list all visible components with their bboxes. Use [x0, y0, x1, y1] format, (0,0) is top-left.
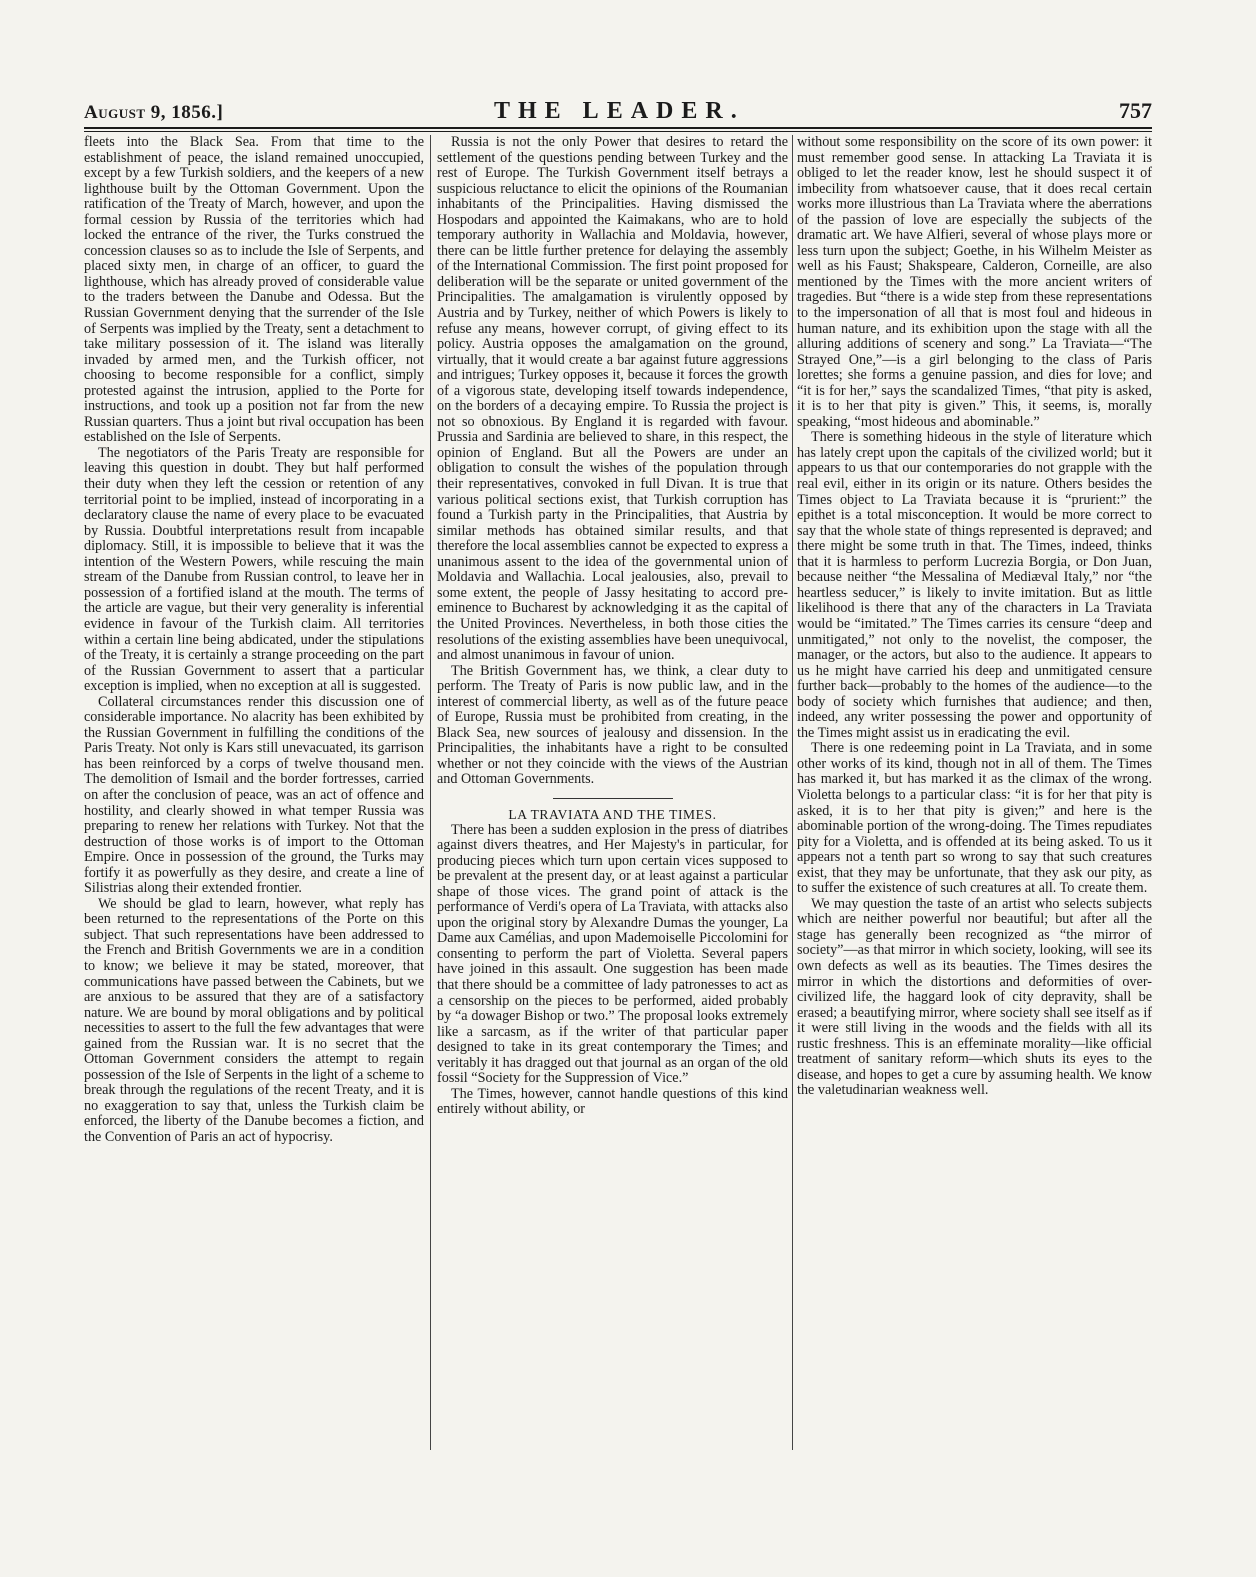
issue-date: August 9, 1856.]: [84, 102, 224, 123]
paragraph: We may question the taste of an artist who selects subjects which are neither powerful nor beautiful; but after all the stage has generally been recognized as “the mirror of society”—as that mirror in which society, looking, will see its own defects as well as its beauties. The Times desires the mirror in which the distortions and deformities of over-civilized life, the haggard look of city depravity, shall be erased; a beautifying mirror, where society shall see itself as if it were still living in the woods and the fields with all its rustic freshness. This is an effeminate morality—like official treatment of sanitary reform—which shuts its eyes to the disease, and hopes to get a cure by assuming health. We know the valetudinarian weakness well.: [797, 895, 1152, 1099]
section-divider: [553, 798, 673, 799]
column-divider: [792, 135, 793, 1450]
paragraph: fleets into the Black Sea. From that time to the establishment of peace, the island remained unoccupied, except by a few Turkish soldiers, and the keepers of a new lighthouse built by the Ottoman Government. Upon the ratification of the Treaty of March, however, and upon the formal cession by Russia of the territories which had locked the entrance of the river, the Turks construed the concession clauses so as to include the Isle of Serpents, and placed sixty men, in charge of an officer, to guard the lighthouse, which has already proved of considerable value to the traders between the Danube and Odessa. But the Russian Government denying that the surrender of the Isle of Serpents was implied by the Treaty, sent a detachment to take military possession of it. The island was literally invaded by armed men, and the Turkish officer, not choosing to become responsible for a conflict, simply protested against the intrusion, applied to the Porte for instructions, and took up a position not far from the new Russian quarters. Thus a joint but rival occupation has been established on the Isle of Serpents.: [84, 135, 424, 446]
paragraph: There is one redeeming point in La Traviata, and in some other works of its kind, though not in all of them. The Times has marked it, but has marked it as the climax of the wrong. Violetta belongs to a particular class: “it is for her that pity is asked, it is to her that pity is given;” and here is the abominable portion of the wrong-doing. The Times repudiates pity for a Violetta, and is offended at its being asked. To us it appears not a tenth part so wrong to say that such creatures exist, that they may be unfortunate, that they ask our pity, as to suffer the existence of such creatures at all. To create them.: [797, 740, 1152, 897]
paragraph: There has been a sudden explosion in the press of diatribes against divers theatres, and Her Majesty's in particular, for producing pieces which turn upon certain vices supposed to be prevalent at the present day, or at least against a particular shape of those vices. The grand point of attack is the performance of Verdi's opera of La Traviata, with attacks also upon the original story by Alexandre Dumas the younger, La Dame aux Camélias, and upon Mademoiselle Piccolomini for consenting to perform the part of Violetta. Several papers have joined in this assault. One suggestion has been made that there should be a committee of lady patronesses to act as a censorship on the pieces to be performed, aided probably by “a dowager Bishop or two.” The proposal looks extremely like a sarcasm, as if the writer of that particular paper designed to take in its great contemporary the Times; and veritably it has dragged out that journal as an organ of the old fossil “Society for the Suppression of Vice.”: [437, 821, 788, 1087]
paragraph: There is something hideous in the style of literature which has lately crept upon the capitals of the civilized world; but it appears to us that our contemporaries do not grapple with the real evil, either in its origin or its nature. Others besides the Times object to La Traviata because it is “prurient:” the epithet is a total misconception. It would be more correct to say that the whole state of things represented is depraved; and there might be some truth in that. The Times, indeed, thinks that it is harmless to perform Lucrezia Borgia, or Don Juan, because neither “the Messalina of Mediæval Italy,” nor “the heartless seducer,” is likely to invite imitation. But as little likelihood is there that any of the characters in La Traviata would be “imitated.” The Times carries its censure “deep and unmitigated,” not only to the novelist, the composer, the manager, or the actors, but also to the audience. It appears to us he might have carried his deep and unmitigated censure further back—probably to the homes of the audience—to the body of society which furnishes that audience; and then, indeed, any writer possessing the power and opportunity of the Times might assist us in eradicating the evil.: [797, 429, 1152, 741]
paragraph: The negotiators of the Paris Treaty are responsible for leaving this question in doubt. They but half performed their duty when they left the cession or retention of any territorial point to be implied, instead of incorporating in a declaratory clause the name of every place to be evacuated by Russia. Doubtful interpretations result from incapable diplomacy. Still, it is impossible to believe that it was the intention of the Western Powers, while rescuing the main stream of the Danube from Russian control, to leave her in possession of a fortified island at the mouth. The terms of the article are vague, but their very generality is inferential evidence in favour of the Turkish claim. All territories within a certain line being abdicated, under the stipulations of the Treaty, it is certainly a strange proceeding on the part of the Russian Government to assert that a particular exception is implied, when no exception at all is suggested.: [84, 444, 424, 695]
paragraph: without some responsibility on the score of its own power: it must remember good sense. In attacking La Traviata it is obliged to let the reader know, lest he should suspect it of imbecility from whatsoever cause, that it does recal certain works more illustrious than La Traviata where the aberrations of the passion of love are especially the subjects of the dramatic art. We have Alfieri, several of whose plays more or less turn upon the subject; Goethe, in his Wilhelm Meister as well as his Faust; Shakspeare, Calderon, Corneille, are also mentioned by the Times with the more ancient writers of tragedies. But “there is a wide step from these representations to the impersonation of all that is most foul and hideous in human nature, and its exhibition upon the stage with all the alluring additions of scenery and song.” La Traviata—“The Strayed One,”—is a girl belonging to the class of Paris lorettes; she forms a genuine passion, and dies for love; and “it is for her,” says the scandalized Times, “that pity is asked, it is to her that pity is given.” This, it seems, is, morally speaking, “most hideous and abominable.”: [797, 135, 1152, 430]
paragraph: We should be glad to learn, however, what reply has been returned to the representations of the Porte on this subject. That such representations have been addressed to the French and British Governments we are in a condition to know; we believe it may be stated, moreover, that communications have passed between the Cabinets, but we are anxious to be assured that they are of a satisfactory nature. We are bound by moral obligations and by political necessities to assert to the full the few advantages that were gained from the Russian war. It is no secret that the Ottoman Government considers the attempt to regain possession of the Isle of Serpents in the light of a scheme to break through the regulations of the recent Treaty, and it is no exaggeration to say that, unless the Turkish claim be enforced, the liberty of the Danube becomes a fiction, and the Convention of Paris an act of hypocrisy.: [84, 895, 424, 1145]
article-heading: LA TRAVIATA AND THE TIMES.: [508, 806, 717, 822]
column-3: [797, 135, 1152, 1450]
header-rule-thin: [84, 131, 1152, 132]
page-number: 757: [1119, 98, 1152, 123]
paragraph: The British Government has, we think, a clear duty to perform. The Treaty of Paris is now public law, and in the interest of commercial liberty, as well as of the future peace of Europe, Russia must be prohibited from creating, in the Black Sea, new sources of jealousy and dissension. In the Principalities, the inhabitants have a right to be consulted whether or not they coincide with the views of the Austrian and Ottoman Governments.: [437, 662, 788, 788]
paragraph: The Times, however, cannot handle questions of this kind entirely without ability, or: [437, 1085, 788, 1118]
paragraph: Collateral circumstances render this discussion one of considerable importance. No alacrity has been exhibited by the Russian Government in fulfilling the conditions of the Paris Treaty. Not only is Kars still unevacuated, its garrison has been reinforced by a corps of twelve thousand men. The demolition of Ismail and the border fortresses, carried on after the conclusion of peace, was an act of offence and hostility, and clearly showed in what temper Russia was preparing to renew her relations with Turkey. Not that the destruction of those works is of import to the Ottoman Empire. Once in possession of the ground, the Turks may fortify it as powerfully as they desire, and create a line of Silistrias along their extended frontier.: [84, 693, 424, 897]
paragraph: Russia is not the only Power that desires to retard the settlement of the questions pending between Turkey and the rest of Europe. The Turkish Government itself betrays a suspicious reluctance to elicit the opinions of the Roumanian inhabitants of the Principalities. Having dismissed the Hospodars and appointed the Kaimakans, who are to hold temporary authority in Wallachia and Moldavia, however, there can be little further pretence for delaying the assembly of the International Commission. The first point proposed for deliberation will be the separate or united government of the Principalities. The amalgamation is virulently opposed by Austria and by Turkey, neither of which Powers is likely to refuse any means, however corrupt, of giving effect to its policy. Austria opposes the amalgamation on the ground, virtually, that it would create a bar against future aggressions and intrigues; Turkey opposes it, because it forces the growth of a vigorous state, developing itself towards independence, on the borders of a decaying empire. To Russia the project is not so obnoxious. By England it is regarded with favour. Prussia and Sardinia are believed to share, in this respect, the opinion of England. But all the Powers are under an obligation to consult the wishes of the population through their representatives, convoked in full Divan. It is true that various political sections exist, that Turkish corruption has found a Turkish party in the Principalities, that Austria by similar methods has obtained similar results, and that therefore the local assemblies cannot be expected to express a unanimous assent to the idea of the governmental union of Moldavia and Wallachia. Local jealousies, also, prevail to some extent, the people of Jassy hesitating to accord pre-eminence to Bucharest by acknowledging it as the capital of the United Provinces. Nevertheless, in both those cities the resolutions of the existing assemblies have been unequivocal, and almost unanimous in favour of union.: [437, 135, 788, 664]
masthead-title: THE LEADER.: [494, 98, 745, 124]
page-header: [84, 98, 1152, 128]
column-1: [84, 135, 424, 1450]
header-rule: [84, 127, 1152, 129]
column-2: [437, 135, 788, 1450]
column-divider: [430, 135, 431, 1450]
